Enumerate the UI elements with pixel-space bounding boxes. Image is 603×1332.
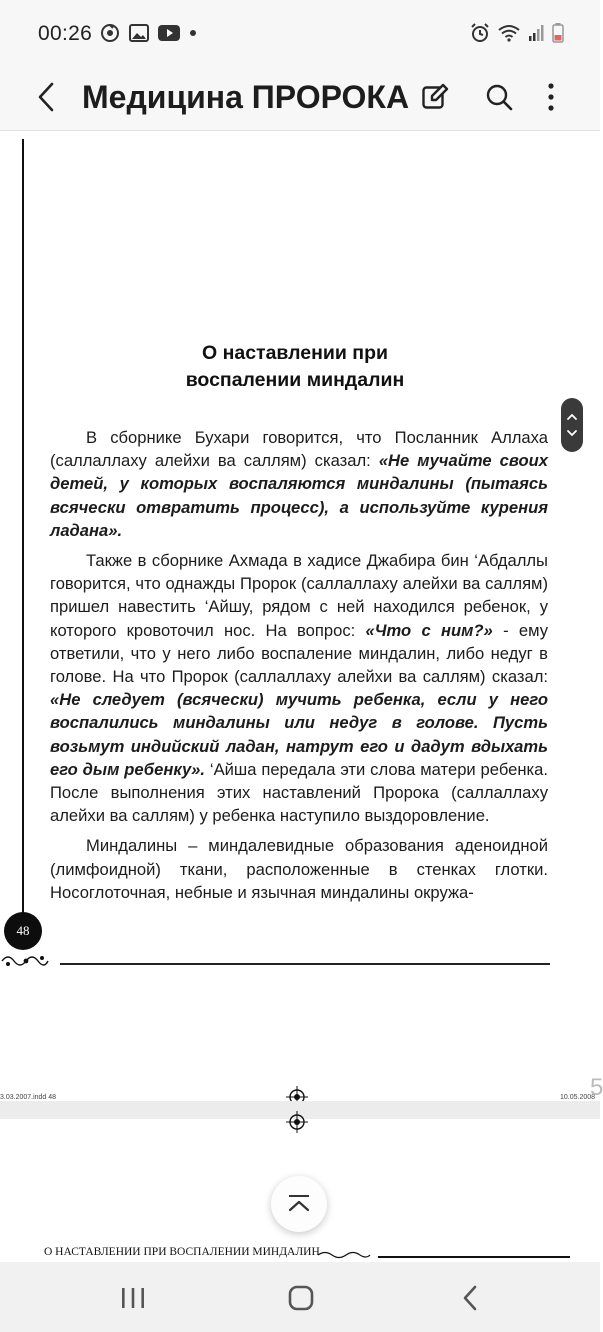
paragraph-text: Миндалины – миндалевидные образования аденоидной (лимфоидной) ткани, расположенные в стенках глотки. Носоглоточная, небные и язычная миндалины окружа- <box>50 836 548 902</box>
youtube-icon <box>158 25 180 41</box>
paragraph <box>50 549 548 827</box>
crop-mark-right: 10.05.2008 <box>560 1094 596 1101</box>
home-icon <box>288 1285 314 1311</box>
back-arrow-icon <box>37 82 55 112</box>
ornament-icon <box>0 950 50 972</box>
chevron-up-bar-icon <box>286 1194 312 1214</box>
paragraph <box>50 426 548 542</box>
page-number-badge <box>4 912 42 950</box>
heading-line-1: О наставлении при <box>201 342 388 364</box>
document-body <box>50 426 548 911</box>
more-vertical-icon <box>547 83 555 111</box>
more-options-button[interactable] <box>528 72 574 122</box>
section-heading <box>120 340 470 394</box>
recents-button[interactable] <box>103 1276 163 1320</box>
search-button[interactable] <box>476 72 522 122</box>
status-right-icons <box>470 20 564 46</box>
footer-rule <box>60 963 550 965</box>
home-button[interactable] <box>271 1276 331 1320</box>
alarm-icon <box>470 23 490 43</box>
page-number: 48 <box>16 923 30 938</box>
crop-mark-digit: 5 <box>590 1074 603 1101</box>
nav-back-icon <box>462 1285 478 1311</box>
back-button[interactable] <box>28 72 64 122</box>
edit-icon <box>421 83 449 111</box>
paragraph-text: - ему ответили, что у него либо воспаление миндалин, либо недуг в голове. На что Пророк (саллаллаху алейхи ва саллям) сказал: <box>50 620 549 687</box>
wifi-icon <box>498 24 520 42</box>
header-ornament-icon <box>316 1250 372 1260</box>
quote-text: «Не мучайте своих детей, у которых воспаляются миндалины (пытаясь всячески отвратить процесс), а используйте курения ладана». <box>50 451 548 540</box>
recents-icon <box>120 1287 146 1309</box>
signal-icon <box>528 24 544 42</box>
status-left-icons <box>100 20 197 46</box>
crop-mark-left: 3.03.2007.indd 48 <box>0 1094 57 1101</box>
edit-button[interactable] <box>412 72 458 122</box>
battery-icon <box>552 23 564 43</box>
paragraph-text: В сборнике Бухари говорится, что Посланник Аллаха (саллаллаху алейхи ва саллям) сказал: <box>50 428 548 471</box>
fast-scroll-handle[interactable] <box>561 398 583 452</box>
system-nav-bar <box>0 1262 600 1332</box>
paragraph <box>50 834 548 904</box>
paragraph-text: Также в сборнике Ахмада в хадисе Джабира бин ‘Абдаллы говорится, что однажды Пророк (саллаллаху алейхи ва саллям) пришел навестить ‘Айшу, рядом с ней находился ребенок, у которого кровоточил нос. На вопрос: <box>50 551 548 640</box>
image-icon <box>129 24 149 42</box>
dot-icon <box>189 29 197 37</box>
page-margin-line <box>22 139 24 914</box>
status-bar <box>0 0 600 64</box>
sync-icon <box>100 23 120 43</box>
status-time: 00:26 <box>38 22 93 45</box>
registration-mark-icon <box>286 1111 308 1133</box>
header-rule <box>378 1256 570 1258</box>
running-header: О НАСТАВЛЕНИИ ПРИ ВОСПАЛЕНИИ МИНДАЛИН <box>44 1246 320 1258</box>
paragraph-text: ‘Айша передала эти слова матери ребенка. После выполнения этих наставлений Пророка (саллаллаху алейхи ва саллям) у ребенка наступило выздоровление. <box>50 759 549 826</box>
quote-text: «Что с ним?» <box>365 620 493 640</box>
scroll-to-top-button[interactable] <box>271 1176 327 1232</box>
nav-back-button[interactable] <box>440 1276 500 1320</box>
scroll-arrows-icon <box>561 398 583 452</box>
search-icon <box>485 83 513 111</box>
app-bar <box>0 64 600 131</box>
quote-text: «Не следует (всячески) мучить ребенка, если у него воспалились миндалины или недуг в голове. Пусть возьмут индийский ладан, натрут его и дадут вдыхать его дым ребенку». <box>50 690 548 779</box>
heading-line-2: воспалении миндалин <box>185 369 405 391</box>
document-title: Медицина ПРОРОКА <box>82 79 410 115</box>
